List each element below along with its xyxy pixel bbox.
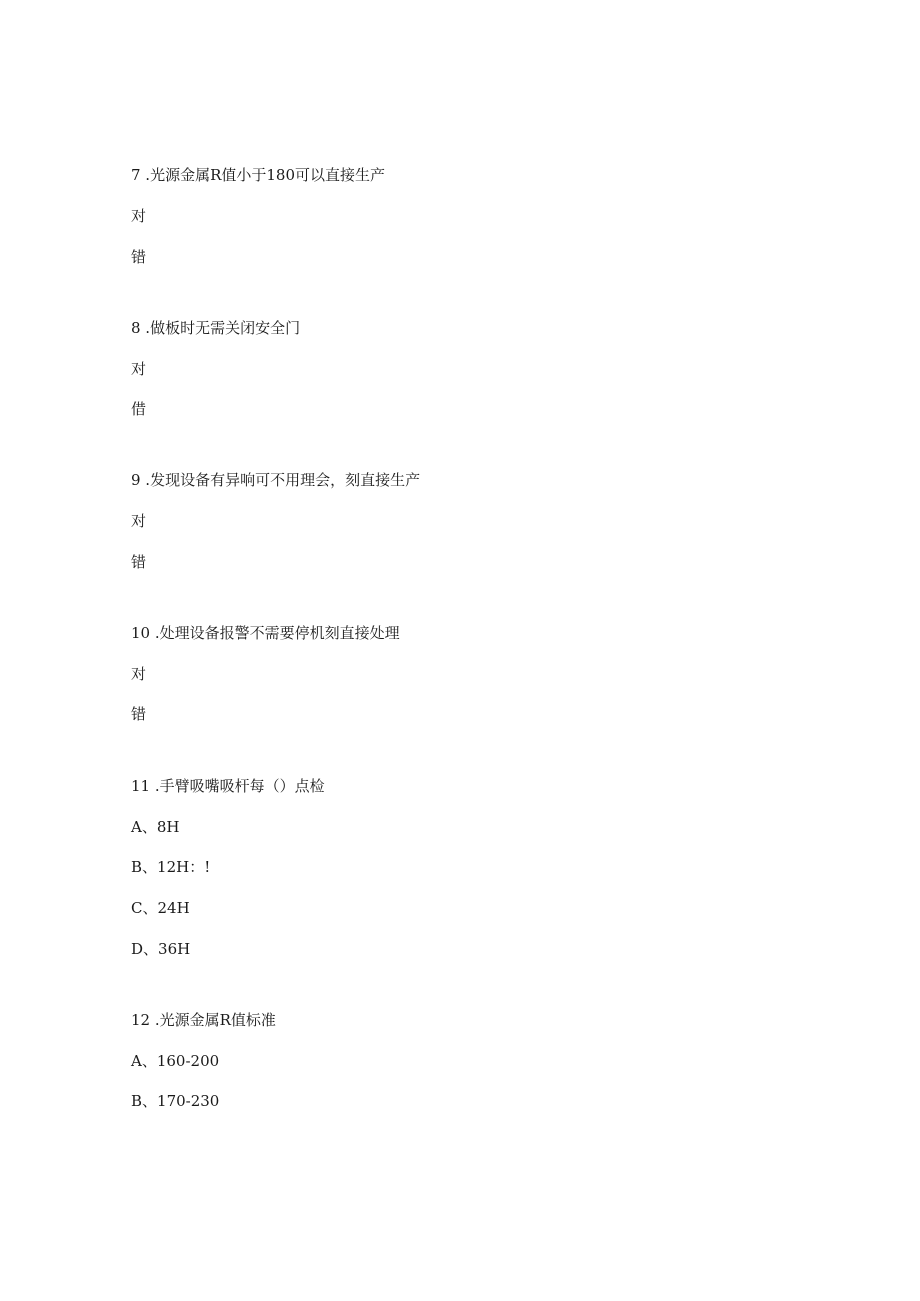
question-11-option-b: B、12H：! (131, 858, 211, 876)
question-7-prompt: 7 .光源金属R值小于180可以直接生产 (131, 166, 386, 184)
question-8-option-false: 借 (131, 400, 147, 418)
question-9-option-true: 对 (131, 512, 147, 530)
question-11-option-a: A、8H (131, 818, 180, 836)
question-12-prompt: 12 .光源金属R值标准 (131, 1011, 276, 1029)
question-10-prompt: 10 .处理设备报警不需要停机刻直接处理 (131, 624, 400, 642)
question-10-option-true: 对 (131, 665, 147, 683)
question-7-option-true: 对 (131, 207, 147, 225)
question-10-option-false: 错 (131, 705, 147, 723)
question-11-option-d: D、36H (131, 940, 191, 958)
question-7-option-false: 错 (131, 248, 147, 266)
question-12-option-a: A、160-200 (131, 1052, 220, 1070)
question-12-option-b: B、170-230 (131, 1092, 220, 1110)
question-8-prompt: 8 .做板时无需关闭安全门 (131, 319, 301, 337)
question-11-prompt: 11 .手臂吸嘴吸杆每（）点检 (131, 777, 325, 795)
question-9-prompt: 9 .发现设备有异响可不用理会，刻直接生产 (131, 471, 421, 489)
question-8-option-true: 对 (131, 360, 147, 378)
question-11-option-c: C、24H (131, 899, 190, 917)
question-9-option-false: 错 (131, 553, 147, 571)
